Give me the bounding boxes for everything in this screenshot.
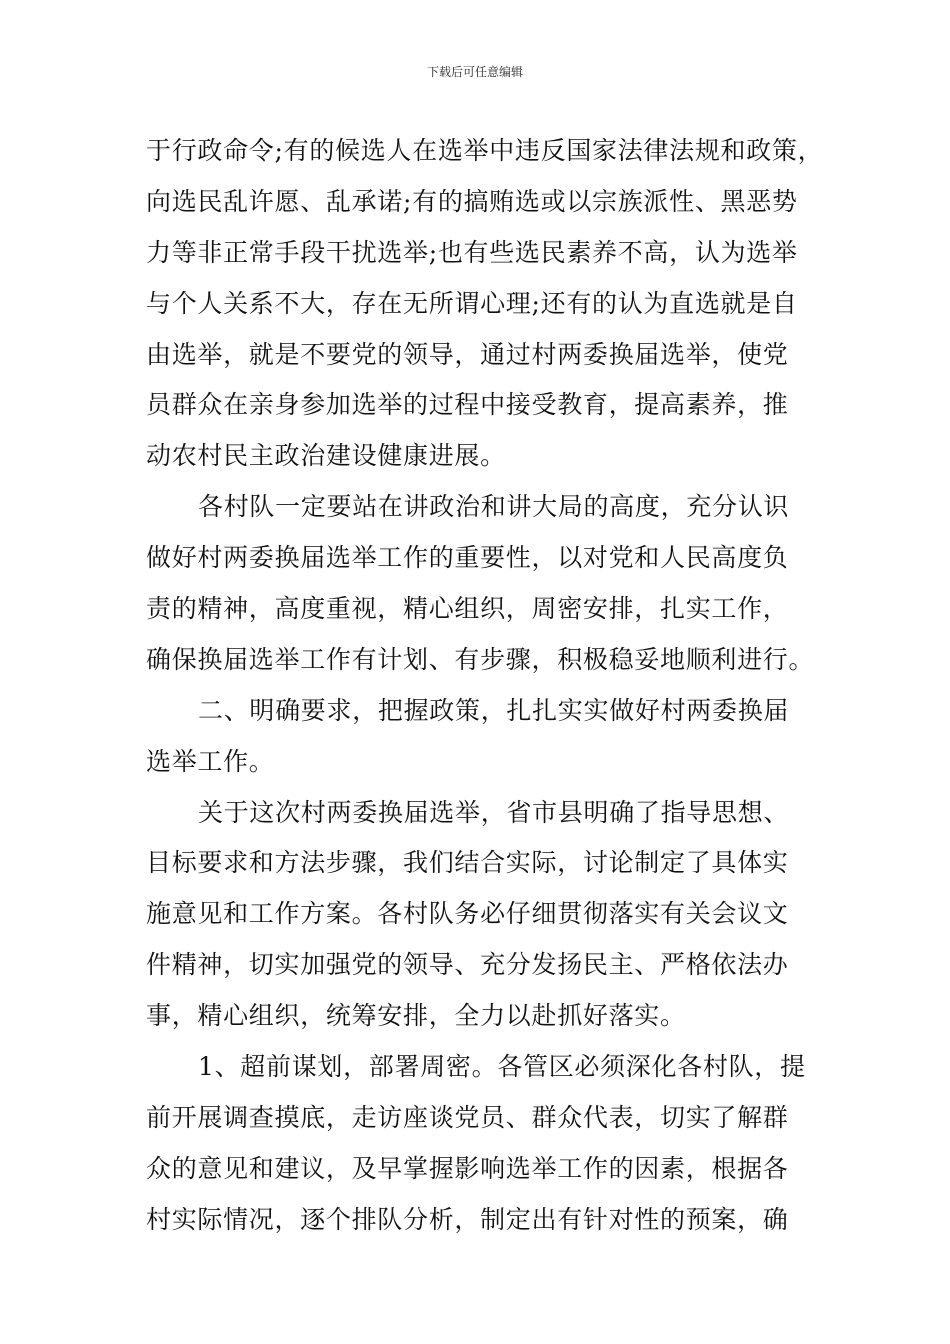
- text-line: 动农村民主政治建设健康进展。: [146, 441, 506, 471]
- text-line: 众的意见和建议，及早掌握影响选举工作的因素，根据各: [146, 1153, 789, 1183]
- text-line: 做好村两委换届选举工作的重要性，以对党和人民高度负: [146, 543, 789, 573]
- text-line: 向选民乱许愿、乱承诺;有的搞贿选或以宗族派性、黑恶势: [146, 186, 798, 216]
- text-line: 力等非正常手段干扰选举;也有些选民素养不高，认为选举: [146, 237, 798, 267]
- paragraph-first-line: 关于这次村两委换届选举，省市县明确了指导思想、: [198, 797, 790, 827]
- page-header: 下载后可任意编辑: [426, 65, 523, 79]
- paragraph-first-line: 1、超前谋划，部署周密。各管区必须深化各村队，提: [198, 1052, 806, 1082]
- text-line: 村实际情况，逐个排队分析，制定出有针对性的预案，确: [146, 1204, 789, 1234]
- text-line: 员群众在亲身参加选举的过程中接受教育，提高素养，推: [146, 390, 789, 420]
- text-line: 选举工作。: [146, 746, 275, 776]
- text-line: 由选举，就是不要党的领导，通过村两委换届选举，使党: [146, 339, 789, 369]
- text-line: 目标要求和方法步骤，我们结合实际，讨论制定了具体实: [146, 848, 789, 878]
- text-line: 责的精神，高度重视，精心组织，周密安排，扎实工作，: [146, 594, 789, 624]
- section-heading-line: 二、明确要求，把握政策，扎扎实实做好村两委换届: [198, 695, 790, 725]
- text-line: 与个人关系不大，存在无所谓心理;还有的认为直选就是自: [146, 288, 798, 318]
- text-line: 件精神，切实加强党的领导、充分发扬民主、严格依法办: [146, 950, 789, 980]
- text-line: 事，精心组织，统筹安排，全力以赴抓好落实。: [146, 1001, 686, 1031]
- text-line: 于行政命令;有的候选人在选举中违反国家法律法规和政策，: [146, 136, 824, 165]
- text-line: 施意见和工作方案。各村队务必仔细贯彻落实有关会议文: [146, 899, 789, 929]
- text-line: 确保换届选举工作有计划、有步骤，积极稳妥地顺利进行。: [146, 644, 815, 674]
- document-body: [146, 126, 824, 1246]
- text-line: 前开展调查摸底，走访座谈党员、群众代表，切实了解群: [146, 1102, 789, 1132]
- paragraph-first-line: 各村队一定要站在讲政治和讲大局的高度，充分认识: [198, 492, 790, 522]
